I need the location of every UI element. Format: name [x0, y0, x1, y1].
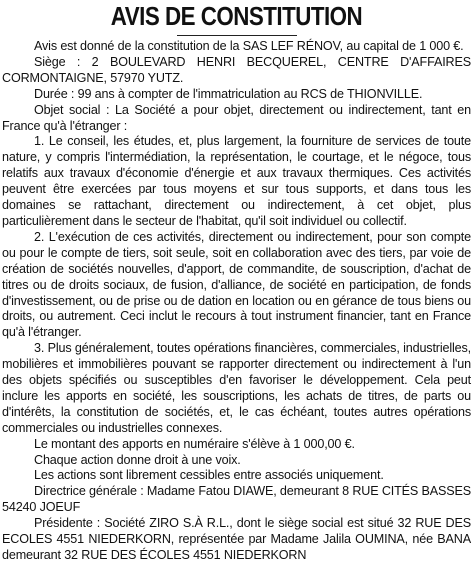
- intro-paragraph: Avis est donné de la constitution de la SAS LEF RÉNOV, au capital de 1 000 €.: [34, 39, 464, 53]
- objet-item-2: 2. L'exécution de ces activités, directement ou indirectement, pour son compte ou pour le compte de tiers, soit seule, soit en collaboration avec des tiers, par voie de création de sociétés nouvelles, d'apport, de commandite, de souscription, d'achat de titres ou de droits sociaux, de fusion, d'alliance, de société en participation, de fonds d'investissement, ou de prise ou de dation en location ou en gérance de tous biens ou droits, ou autrement. Ceci inclut le recours à tout instrument financier, tant en France qu'à l'étranger.: [2, 229, 471, 340]
- objet-social-paragraph: Objet social : La Société a pour objet, directement ou indirectement, tant en France qu'à l'étranger :: [2, 102, 471, 133]
- siege-paragraph: Siège : 2 BOULEVARD HENRI BECQUEREL, CENTRE D'AFFAIRES CORMONTAIGNE, 57970 YUTZ.: [2, 54, 471, 85]
- duree-paragraph: Durée : 99 ans à compter de l'immatriculation au RCS de THIONVILLE.: [34, 86, 423, 101]
- objet-item-3: 3. Plus généralement, toutes opérations financières, commerciales, industrielles, mobilières et immobilières pouvant se rapporter directement ou indirectement à l'un des objets spécifiés ou susceptibles d'en favoriser le développement. Cela peut inclure les apports en société, les souscriptions, les achats de titres, de parts ou d'intérêts, la constitution de sociétés, et, le cas échéant, toutes autres opérations commerciales ou industrielles connexes.: [2, 341, 471, 435]
- presidente-paragraph: Présidente : Société ZIRO S.À R.L., dont le siège social est situé 32 RUE DES ECOLES 4551 NIEDERKORN, représentée par Madame Jalila OUMINA, née BANA demeurant 32 RUE DES ÉCOLES 4551 NIEDERKORN: [2, 516, 471, 562]
- share-transfer-paragraph: Les actions sont librement cessibles entre associés uniquement.: [34, 468, 384, 483]
- notice-body: [2, 39, 471, 564]
- voting-rights-paragraph: Chaque action donne droit à une voix.: [34, 452, 241, 467]
- apports-paragraph: Le montant des apports en numéraire s'élève à 1 000,00 €.: [34, 436, 355, 451]
- objet-item-1: 1. Le conseil, les études, et, plus largement, la fourniture de services de toute nature, y compris l'intermédiation, la représentation, le courtage, et le négoce, tous relatifs aux travaux d'économie d'énergie et aux travaux thermiques. Ces activités peuvent être exercées par tous moyens et sur tous supports, et dans tous les domaines se rattachant, directement ou indirectement, à cet objet, plus particulièrement dans le secteur de l'habitat, qu'il soit individuel ou collectif.: [2, 134, 471, 228]
- notice-title: AVIS DE CONSTITUTION: [110, 1, 363, 31]
- directrice-generale-paragraph: Directrice générale : Madame Fatou DIAWE, demeurant 8 RUE CITÉS BASSES 54240 JOEUF: [2, 484, 471, 515]
- title-underline: [177, 35, 297, 36]
